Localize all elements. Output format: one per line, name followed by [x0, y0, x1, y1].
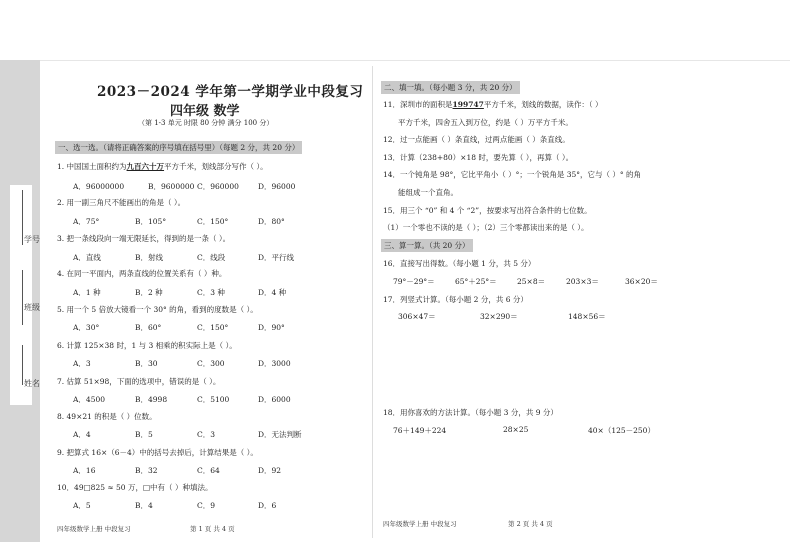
q17-item-1: 306×47＝ [398, 312, 436, 321]
question-8: 8. 49×21 的积是（ ）位数。 [57, 412, 157, 421]
q16-item-2: 65°＋25°＝ [455, 277, 497, 286]
question-3: 3. 把一条线段向一端无限延长，得到的是一条（ ）。 [57, 234, 231, 243]
q4-opt-b: B．2 种 [135, 288, 163, 297]
exam-title: 2023－2024 学年第一学期学业中段复习 [97, 84, 364, 100]
question-7: 7. 估算 51×98，下面的选项中，错误的是（ ）。 [57, 377, 221, 386]
q18-item-2: 28×25 [503, 425, 529, 434]
q4-opt-a: A．1 种 [73, 288, 101, 297]
q11-highlight: 199747 [452, 100, 484, 109]
q3-opt-d: D．平行线 [258, 253, 295, 262]
q5-opt-a: A．30° [73, 323, 100, 332]
question-11 [383, 99, 603, 110]
q6-opt-c: C．300 [197, 359, 225, 368]
q2-opt-c: C．150° [197, 217, 229, 226]
q5-opt-d: D．90° [258, 323, 285, 332]
q8-opt-b: B．5 [135, 430, 153, 439]
q8-opt-a: A．4 [73, 430, 91, 439]
question-15-parts: （1）一个零也不读的是（ ）；（2）三个零都读出来的是（ ）。 [383, 223, 589, 232]
q5-opt-c: C．150° [197, 323, 229, 332]
q7-opt-a: A．4500 [73, 395, 106, 404]
q11-text-post: 平方千米，划线的数据，读作：（ ） [483, 100, 603, 109]
q18-item-1: 76＋149＋224 [393, 426, 447, 435]
q1-opt-d: D．96000 [258, 182, 296, 191]
name-label: 姓名 [24, 379, 40, 388]
question-6: 6. 计算 125×38 时，1 与 3 相乘的积实际上是（ ）。 [57, 341, 237, 350]
question-14: 14．一个钝角是 98°，它比平角小（ ）°；一个锐角是 35°，它与（ ）° 的角 [383, 170, 642, 179]
q5-opt-b: B．60° [135, 323, 162, 332]
question-12: 12．过一点能画（ ）条直线，过两点能画（ ）条直线。 [383, 135, 570, 144]
q18-item-3: 40×（125－250） [588, 426, 655, 435]
q4-opt-c: C．3 种 [197, 288, 225, 297]
question-10: 10．49□825 ≈ 50 万，□中有（ ）种填法。 [57, 483, 213, 492]
q8-opt-d: D．无法判断 [258, 430, 302, 439]
q3-opt-b: B．射线 [135, 253, 164, 262]
exam-subtitle: 四年级 数学 [170, 104, 240, 119]
exam-info: （第 1-3 单元 时限 80 分钟 满分 100 分） [138, 119, 274, 127]
section-1-heading: 一、选一选。（请将正确答案的序号填在括号里）（每题 2 分，共 20 分） [55, 141, 302, 154]
question-5: 5. 用一个 5 倍放大镜看一个 30° 的角，看到的度数是（ ）。 [57, 305, 258, 314]
q9-opt-d: D．92 [258, 466, 282, 475]
q6-opt-a: A．3 [73, 359, 91, 368]
question-15: 15．用三个 “0” 和 4 个 “2”，按要求写出符合条件的七位数。 [383, 206, 592, 215]
right-footer-title: 四年级数学上册 中段复习 [383, 520, 457, 528]
q11-text-pre: 11．深圳市的面积是 [383, 100, 453, 109]
question-16: 16．直接写出得数。（每小题 1 分，共 5 分） [383, 259, 536, 268]
q17-item-3: 148×56＝ [568, 312, 606, 321]
question-2: 2. 用一副三角尺不能画出的角是（ ）。 [57, 198, 186, 207]
q9-opt-b: B．32 [135, 466, 158, 475]
question-4: 4. 在同一平面内，两条直线的位置关系有（ ）种。 [57, 269, 227, 278]
q10-opt-d: D．6 [258, 501, 277, 510]
question-18: 18．用你喜欢的方法计算。（每小题 3 分，共 9 分） [383, 408, 558, 417]
q9-opt-c: C．64 [197, 466, 220, 475]
class-label: 班级 [24, 303, 40, 312]
q8-opt-c: C．3 [197, 430, 216, 439]
q2-opt-a: A．75° [73, 217, 100, 226]
section-3-heading: 三、算一算。（共 20 分） [381, 239, 473, 252]
left-footer-page: 第 1 页 共 4 页 [190, 525, 235, 533]
q10-opt-a: A．5 [73, 501, 91, 510]
q1-text-post: 平方千米，划线部分写作（ ）。 [164, 162, 268, 171]
question-14-line2: 能组成一个直角。 [398, 188, 458, 197]
q3-opt-a: A．直线 [73, 253, 101, 262]
q17-item-2: 32×290＝ [480, 312, 518, 321]
q1-opt-a: A．96000000 [73, 182, 125, 191]
q16-item-3: 25×8＝ [517, 277, 546, 286]
q1-highlight: 九百六十万 [126, 162, 165, 171]
q16-item-1: 79°－29°＝ [393, 277, 435, 286]
question-13: 13．计算（238+80）×18 时，要先算（ ），再算（ ）。 [383, 153, 574, 162]
question-1 [57, 161, 268, 172]
q16-item-4: 203×3＝ [566, 277, 599, 286]
fill-line-class [22, 270, 23, 325]
q2-opt-d: D．80° [258, 217, 285, 226]
q4-opt-d: D．4 种 [258, 288, 287, 297]
q6-opt-b: B．30 [135, 359, 158, 368]
q2-opt-b: B．105° [135, 217, 167, 226]
q1-text-pre: 1. 中国国土面积约为 [57, 162, 127, 171]
q10-opt-c: C．9 [197, 501, 216, 510]
q9-opt-a: A．16 [73, 466, 96, 475]
q10-opt-b: B．4 [135, 501, 153, 510]
question-17: 17．列竖式计算。（每小题 2 分，共 6 分） [383, 295, 528, 304]
q3-opt-c: C．线段 [197, 253, 226, 262]
top-edge [40, 60, 790, 61]
q1-opt-c: C．960000 [197, 182, 239, 191]
fill-line-id [22, 190, 23, 245]
section-2-heading: 二、填一填。（每小题 3 分，共 20 分） [381, 81, 520, 94]
question-11-line2: 平方千米，四舍五入到万位，约是（ ）万平方千米。 [398, 118, 573, 127]
q7-opt-b: B．4998 [135, 395, 168, 404]
fill-line-name [22, 345, 23, 385]
q16-item-5: 36×20＝ [625, 277, 658, 286]
q7-opt-c: C．5100 [197, 395, 230, 404]
right-footer-page: 第 2 页 共 4 页 [508, 520, 553, 528]
question-9: 9. 把算式 16×（6－4）中的括号去掉后，计算结果是（ ）。 [57, 448, 258, 457]
page-divider [372, 66, 373, 538]
left-footer-title: 四年级数学上册 中段复习 [57, 525, 131, 533]
q6-opt-d: D．3000 [258, 359, 291, 368]
q1-opt-b: B．9600000 [148, 182, 195, 191]
q7-opt-d: D．6000 [258, 395, 291, 404]
student-id-label: 学号 [24, 235, 40, 244]
student-info-box [10, 185, 32, 405]
